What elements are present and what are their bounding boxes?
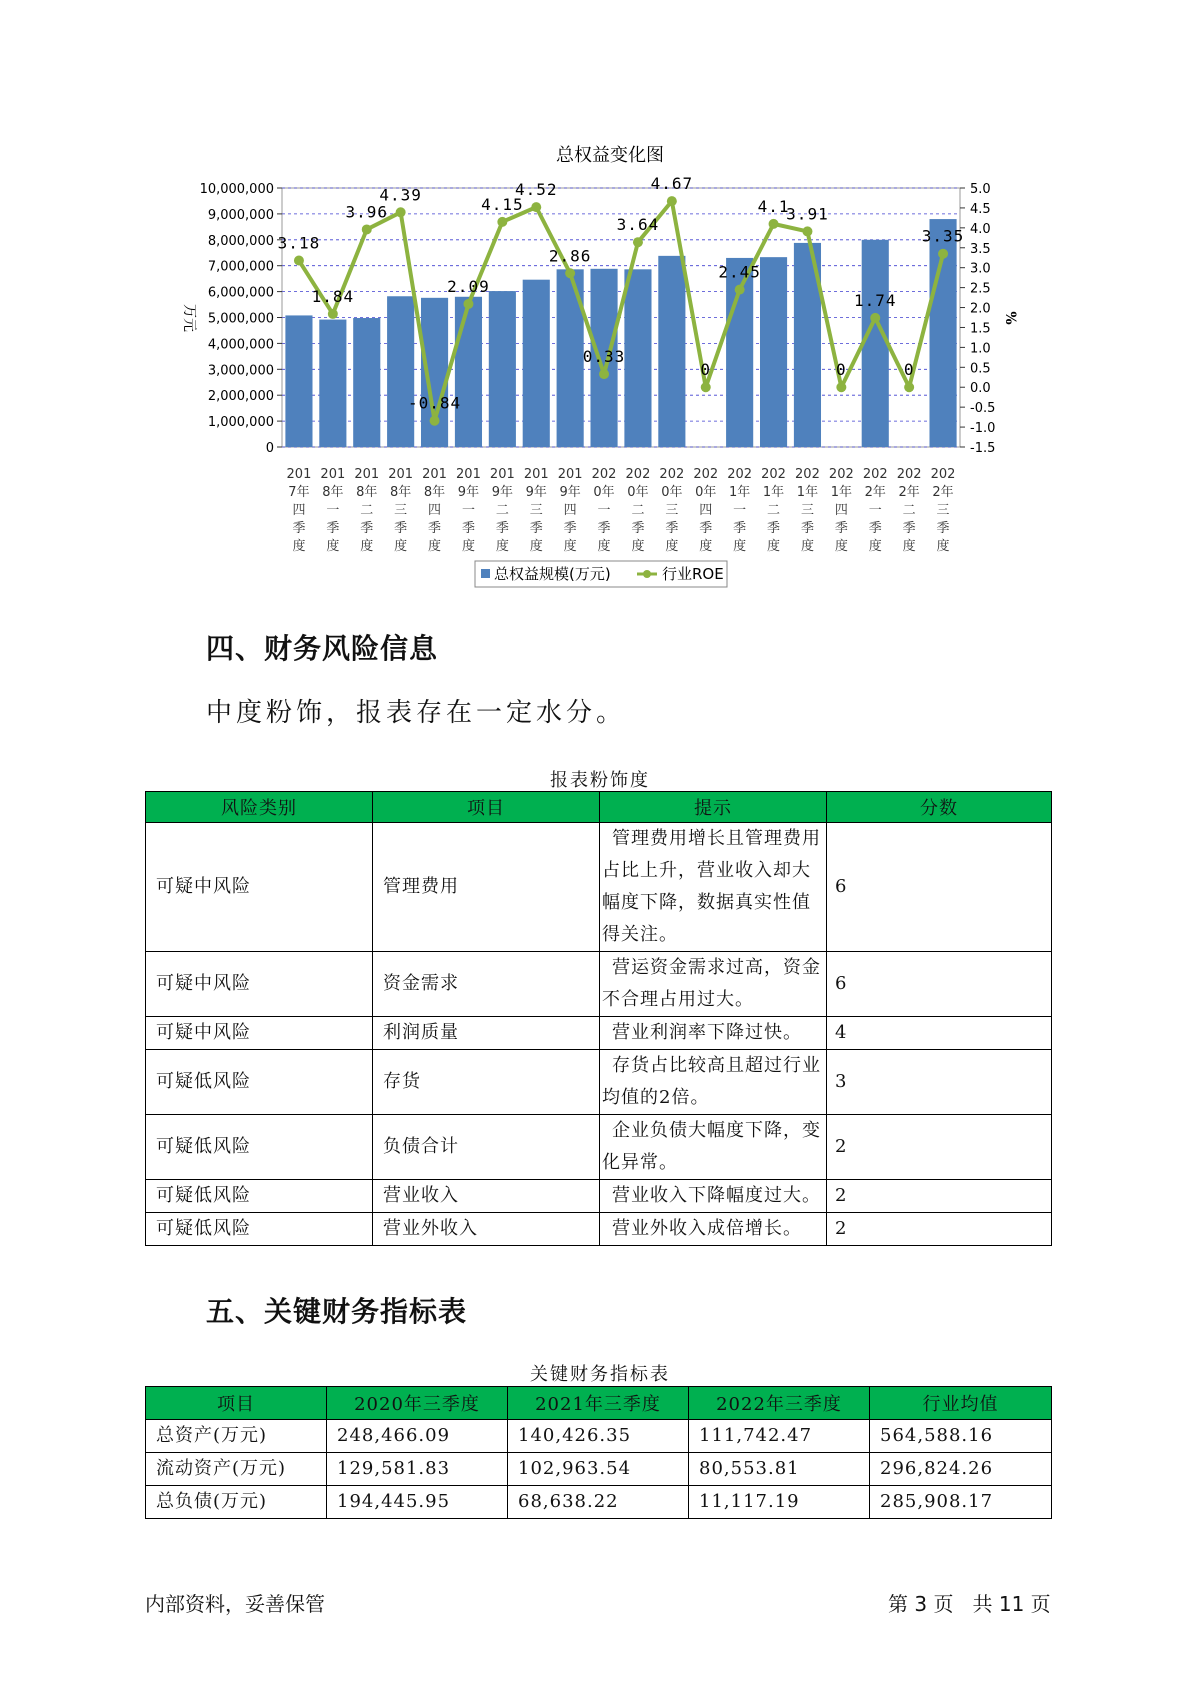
x-tick-label-part: 季: [394, 521, 408, 536]
risk-score: 2: [827, 1213, 1052, 1246]
table-row: [146, 1050, 1052, 1115]
bar: [387, 296, 414, 447]
roe-point: [430, 416, 440, 426]
x-tick-label-part: 度: [733, 539, 747, 554]
x-tick-label-part: 度: [902, 539, 916, 554]
roe-data-label: 3.35: [921, 226, 965, 246]
risk-category: 可疑低风险: [146, 1213, 373, 1246]
y-tick-label: 7,000,000: [207, 259, 274, 275]
footer-page-number: 第 3 页 共 11 页: [888, 1592, 1051, 1616]
risk-item: 营业外收入: [373, 1213, 600, 1246]
x-tick-label-part: 7年: [288, 485, 310, 500]
y2-tick-label: 1.0: [970, 341, 991, 357]
table-row: [146, 1453, 1052, 1486]
roe-data-label: 0: [836, 360, 847, 380]
x-tick-label-part: 四: [428, 503, 442, 518]
x-tick-label-part: 季: [360, 521, 374, 536]
x-tick-label-part: 一: [597, 503, 611, 518]
y2-tick-label: 0.5: [970, 361, 991, 377]
x-tick-label-part: 度: [428, 539, 442, 554]
x-tick-label-part: 三: [665, 503, 679, 518]
x-tick-label-part: 9年: [491, 485, 513, 500]
metric-value: 102,963.54: [508, 1453, 689, 1486]
roe-data-label: 4.39: [379, 185, 422, 205]
x-tick-label-part: 季: [733, 521, 747, 536]
x-tick-label-part: 0年: [627, 485, 649, 500]
key-header-item: 项目: [146, 1387, 327, 1420]
metric-value: 194,445.95: [327, 1486, 508, 1519]
y-axis-label: 万元: [181, 304, 197, 332]
risk-table: [145, 791, 1052, 1246]
chart-title: 总权益变化图: [556, 145, 664, 166]
metric-value: 285,908.17: [870, 1486, 1052, 1519]
x-tick-label-part: 201: [557, 467, 583, 482]
x-tick-label: [897, 467, 922, 554]
x-tick-label-part: 季: [902, 521, 916, 536]
risk-category: 可疑低风险: [146, 1180, 373, 1213]
x-tick-label-part: 一: [326, 503, 340, 518]
roe-point: [701, 382, 711, 392]
x-tick-label-part: 201: [388, 467, 414, 482]
y2-tick-label: 3.5: [970, 241, 991, 257]
bar: [353, 318, 380, 447]
table-row: [146, 1486, 1052, 1519]
x-tick-label-part: 四: [834, 503, 848, 518]
roe-data-label: 2.09: [447, 276, 490, 296]
x-tick-label-part: 四: [699, 503, 713, 518]
x-tick-label-part: 8年: [356, 485, 378, 500]
x-tick-label-part: 度: [597, 539, 611, 554]
x-tick-label: [693, 467, 718, 554]
x-tick-label-part: 二: [767, 503, 781, 518]
x-tick-label-part: 度: [868, 539, 882, 554]
y-tick-label: 3,000,000: [207, 363, 274, 379]
x-tick-label-part: 度: [699, 539, 713, 554]
x-tick-label: [354, 467, 379, 554]
roe-data-label: -0.84: [407, 393, 462, 413]
metric-value: 248,466.09: [327, 1420, 508, 1453]
x-tick-label-part: 9年: [525, 485, 547, 500]
x-tick-label-part: 季: [529, 521, 543, 536]
roe-data-label: 4.67: [650, 174, 694, 194]
x-tick-label: [320, 467, 345, 554]
risk-score: 4: [827, 1017, 1052, 1050]
x-tick-label-part: 一: [461, 503, 475, 518]
roe-data-label: 4.15: [481, 194, 524, 214]
key-table-header-row: [146, 1387, 1052, 1420]
x-tick-label: [829, 467, 854, 554]
x-tick-label-part: 四: [563, 503, 577, 518]
risk-tip: 营业收入下降幅度过大。: [600, 1180, 827, 1213]
x-tick-label-part: 2年: [898, 485, 920, 500]
x-tick-label-part: 季: [428, 521, 442, 536]
x-tick-label-part: 季: [936, 521, 950, 536]
metric-name: 总资产(万元): [146, 1420, 327, 1453]
x-tick-label-part: 8年: [322, 485, 344, 500]
y2-tick-label: 2.5: [970, 281, 991, 297]
roe-point: [870, 313, 880, 323]
x-tick-label-part: 9年: [457, 485, 480, 500]
x-tick-label-part: 季: [868, 521, 882, 536]
section4-summary: 中度粉饰，报表存在一定水分。: [206, 698, 627, 728]
equity-chart: [0, 0, 1191, 620]
risk-tip: 存货占比较高且超过行业均值的2倍。: [600, 1050, 827, 1115]
x-tick-label-part: 0年: [695, 485, 717, 500]
risk-header-tip: 提示: [600, 792, 827, 823]
x-tick-label-part: 202: [896, 467, 922, 482]
x-tick-label-part: 二: [902, 503, 916, 518]
metric-name: 流动资产(万元): [146, 1453, 327, 1486]
y2-tick-label: 4.0: [970, 221, 991, 237]
roe-point: [769, 219, 779, 229]
x-tick-label-part: 二: [495, 503, 509, 518]
roe-data-label: 3.18: [277, 233, 321, 253]
risk-header-score: 分数: [827, 792, 1052, 823]
x-tick-label-part: 202: [930, 467, 956, 482]
x-tick-label: [659, 467, 684, 554]
chart-roe-line: [278, 174, 965, 426]
risk-score: 6: [827, 952, 1052, 1017]
risk-item: 管理费用: [373, 823, 600, 952]
metric-name: 总负债(万元): [146, 1486, 327, 1519]
risk-category: 可疑低风险: [146, 1050, 373, 1115]
x-tick-label-part: 季: [699, 521, 713, 536]
x-tick-label-part: 季: [563, 521, 577, 536]
x-tick-label-part: 1年: [796, 485, 819, 500]
bar: [658, 256, 685, 447]
x-tick-label-part: 201: [456, 467, 481, 482]
chart-legend: [475, 561, 727, 587]
x-tick-label-part: 202: [862, 467, 888, 482]
x-tick-label: [626, 467, 651, 554]
roe-data-label: 2.45: [718, 262, 761, 282]
roe-data-label: 3.91: [786, 204, 829, 224]
x-tick-label-part: 0年: [593, 485, 615, 500]
x-tick-label-part: 8年: [423, 485, 446, 500]
x-tick-label-part: 度: [834, 539, 848, 554]
roe-data-label: 2.86: [548, 246, 592, 266]
x-tick-label-part: 202: [659, 467, 685, 482]
risk-item: 利润质量: [373, 1017, 600, 1050]
x-tick-label: [795, 467, 820, 554]
risk-table-header-row: [146, 792, 1052, 823]
footer-confidential: 内部资料，妥善保管: [145, 1592, 325, 1616]
y2-tick-label: -0.5: [970, 401, 996, 417]
roe-data-label: 0.33: [582, 347, 626, 367]
legend-bar-swatch: [481, 569, 490, 578]
risk-header-item: 项目: [373, 792, 600, 823]
y2-tick-label: 0.0: [970, 381, 991, 397]
x-tick-label-part: 201: [422, 467, 447, 482]
y2-tick-label: 3.0: [970, 261, 991, 277]
x-tick-label-part: 202: [591, 467, 617, 482]
x-tick-label-part: 二: [360, 503, 374, 518]
risk-item: 资金需求: [373, 952, 600, 1017]
bar: [489, 291, 516, 447]
roe-data-label: 1.84: [311, 286, 355, 306]
table-row: [146, 1115, 1052, 1180]
key-metrics-table: [145, 1386, 1052, 1519]
x-tick-label: [524, 467, 549, 554]
y-tick-label: 1,000,000: [207, 415, 274, 431]
x-tick-label: [558, 467, 583, 554]
risk-tip: 企业负债大幅度下降，变化异常。: [600, 1115, 827, 1180]
x-tick-label-part: 201: [354, 467, 380, 482]
x-tick-label: [931, 467, 956, 554]
x-tick-label-part: 度: [394, 539, 408, 554]
risk-category: 可疑中风险: [146, 952, 373, 1017]
x-tick-label: [761, 467, 786, 554]
y2-tick-label: 5.0: [970, 182, 991, 197]
risk-table-caption: 报表粉饰度: [550, 770, 650, 791]
risk-header-category: 风险类别: [146, 792, 373, 823]
roe-point: [565, 268, 575, 278]
section4-heading: 四、财务风险信息: [206, 632, 439, 665]
x-tick-label-part: 1年: [729, 485, 751, 500]
bar: [624, 269, 651, 447]
bar: [862, 240, 889, 447]
x-tick-label-part: 201: [523, 467, 549, 482]
x-tick-label-part: 三: [529, 503, 543, 518]
x-tick-label-part: 季: [461, 521, 475, 536]
x-tick-label-part: 度: [631, 539, 645, 554]
x-tick-label-part: 度: [767, 539, 781, 554]
risk-item: 存货: [373, 1050, 600, 1115]
legend-line-label: 行业ROE: [662, 565, 724, 583]
roe-data-label: 0: [700, 360, 712, 380]
x-tick-label-part: 度: [563, 539, 577, 554]
x-tick-label-part: 度: [665, 539, 679, 554]
x-tick-label: [456, 467, 481, 554]
x-tick-label-part: 度: [936, 539, 950, 554]
bar: [760, 257, 787, 447]
roe-point: [904, 382, 914, 392]
risk-category: 可疑低风险: [146, 1115, 373, 1180]
risk-item: 负债合计: [373, 1115, 600, 1180]
table-row: [146, 952, 1052, 1017]
y2-tick-label: 2.0: [970, 301, 991, 317]
x-tick-label-part: 9年: [559, 485, 581, 500]
x-tick-label-part: 202: [727, 467, 753, 482]
x-tick-label: [287, 467, 312, 554]
risk-score: 2: [827, 1115, 1052, 1180]
roe-point: [802, 226, 812, 236]
x-tick-label: [592, 467, 617, 554]
x-tick-label: [863, 467, 888, 554]
risk-item: 营业收入: [373, 1180, 600, 1213]
x-tick-label-part: 201: [286, 467, 312, 482]
risk-tip: 营业利润率下降过快。: [600, 1017, 827, 1050]
table-row: [146, 1420, 1052, 1453]
x-tick-label-part: 季: [495, 521, 509, 536]
legend-bar-label: 总权益规模(万元): [494, 565, 611, 583]
bar: [455, 297, 482, 447]
metric-value: 80,553.81: [689, 1453, 870, 1486]
key-header-2022q3: 2022年三季度: [689, 1387, 870, 1420]
risk-tip: 营业外收入成倍增长。: [600, 1213, 827, 1246]
y-tick-label: 4,000,000: [207, 337, 274, 353]
x-tick-label-part: 8年: [390, 485, 412, 500]
roe-point: [294, 256, 304, 266]
y2-tick-label: 1.5: [970, 321, 991, 337]
x-tick-label-part: 2年: [932, 485, 954, 500]
roe-point: [938, 249, 948, 259]
metric-value: 296,824.26: [870, 1453, 1052, 1486]
x-tick-label-part: 季: [834, 521, 848, 536]
x-tick-label: [388, 467, 413, 554]
roe-data-label: 0: [903, 360, 915, 380]
risk-score: 6: [827, 823, 1052, 952]
x-tick-label-part: 2年: [864, 485, 886, 500]
x-tick-label-part: 1年: [762, 485, 785, 500]
x-tick-label-part: 三: [936, 503, 950, 518]
roe-data-label: 3.96: [345, 202, 389, 222]
chart-bars: [285, 219, 956, 447]
x-tick-label-part: 季: [292, 521, 306, 536]
bar: [319, 320, 346, 447]
x-tick-label: [490, 467, 515, 554]
x-tick-label-part: 202: [828, 467, 854, 482]
x-tick-label-part: 度: [529, 539, 543, 554]
x-tick-label-part: 四: [292, 503, 306, 518]
key-header-2021q3: 2021年三季度: [508, 1387, 689, 1420]
risk-tip: 管理费用增长且管理费用占比上升，营业收入却大幅度下降，数据真实性值得关注。: [600, 823, 827, 952]
y2-axis-label: %: [1002, 311, 1018, 325]
roe-point: [531, 202, 541, 212]
x-tick-label-part: 季: [631, 521, 645, 536]
y-tick-label: 6,000,000: [207, 285, 274, 301]
x-tick-label-part: 202: [693, 467, 719, 482]
table-row: [146, 1017, 1052, 1050]
x-tick-label-part: 201: [489, 467, 515, 482]
x-tick-label-part: 一: [733, 503, 747, 518]
x-tick-label-part: 0年: [661, 485, 683, 500]
x-tick-label-part: 一: [868, 503, 882, 518]
risk-category: 可疑中风险: [146, 1017, 373, 1050]
x-tick-label-part: 度: [461, 539, 475, 554]
roe-point: [836, 382, 846, 392]
key-table-caption: 关键财务指标表: [530, 1364, 670, 1385]
metric-value: 11,117.19: [689, 1486, 870, 1519]
x-tick-label-part: 度: [360, 539, 374, 554]
roe-point: [497, 217, 507, 227]
x-tick-label-part: 度: [495, 539, 509, 554]
metric-value: 140,426.35: [508, 1420, 689, 1453]
key-header-2020q3: 2020年三季度: [327, 1387, 508, 1420]
metric-value: 564,588.16: [870, 1420, 1052, 1453]
roe-data-label: 4.1: [757, 196, 790, 216]
metric-value: 129,581.83: [327, 1453, 508, 1486]
x-tick-label-part: 三: [394, 503, 408, 518]
x-tick-label-part: 季: [665, 521, 679, 536]
x-tick-label-part: 季: [597, 521, 611, 536]
x-tick-label-part: 201: [320, 467, 346, 482]
section5-heading: 五、关键财务指标表: [206, 1295, 468, 1328]
x-tick-label-part: 1年: [830, 485, 852, 500]
y-tick-label: 2,000,000: [207, 389, 274, 405]
risk-score: 3: [827, 1050, 1052, 1115]
y2-tick-label: 4.5: [970, 201, 991, 217]
x-tick-label-part: 度: [800, 539, 814, 554]
legend-line-marker: [643, 570, 651, 578]
bar: [523, 280, 550, 447]
key-header-industry-avg: 行业均值: [870, 1387, 1052, 1420]
y-tick-label: 10,000,000: [199, 182, 274, 197]
x-tick-label-part: 二: [631, 503, 645, 518]
table-row: [146, 823, 1052, 952]
y2-tick-label: -1.0: [970, 421, 996, 437]
metric-value: 111,742.47: [689, 1420, 870, 1453]
roe-point: [362, 224, 372, 234]
roe-point: [396, 207, 406, 217]
bar: [285, 315, 312, 447]
y-tick-label: 8,000,000: [207, 233, 274, 249]
roe-data-label: 3.64: [616, 215, 660, 235]
x-tick-label-part: 202: [795, 467, 820, 482]
y-tick-label: 9,000,000: [207, 207, 274, 223]
table-row: [146, 1213, 1052, 1246]
x-tick-label-part: 季: [326, 521, 340, 536]
x-tick-label: [727, 467, 752, 554]
table-row: [146, 1180, 1052, 1213]
y-tick-label: 5,000,000: [207, 311, 274, 327]
x-tick-label-part: 度: [326, 539, 340, 554]
roe-data-label: 1.74: [853, 290, 897, 310]
roe-point: [599, 369, 609, 379]
roe-data-label: 4.52: [514, 180, 558, 200]
x-tick-label-part: 季: [767, 521, 781, 536]
x-tick-label-part: 季: [800, 521, 814, 536]
y2-tick-label: -1.5: [970, 441, 996, 456]
risk-score: 2: [827, 1180, 1052, 1213]
roe-point: [633, 237, 643, 247]
roe-point: [667, 196, 677, 206]
risk-tip: 营运资金需求过高，资金不合理占用过大。: [600, 952, 827, 1017]
roe-point: [735, 285, 745, 295]
roe-point: [328, 309, 338, 319]
roe-point: [463, 299, 473, 309]
risk-category: 可疑中风险: [146, 823, 373, 952]
x-tick-label-part: 202: [761, 467, 786, 482]
metric-value: 68,638.22: [508, 1486, 689, 1519]
x-tick-label-part: 度: [292, 539, 306, 554]
x-tick-label: [422, 467, 447, 554]
x-tick-label-part: 三: [800, 503, 814, 518]
x-tick-label-part: 202: [625, 467, 651, 482]
y-tick-label: 0: [265, 441, 274, 456]
